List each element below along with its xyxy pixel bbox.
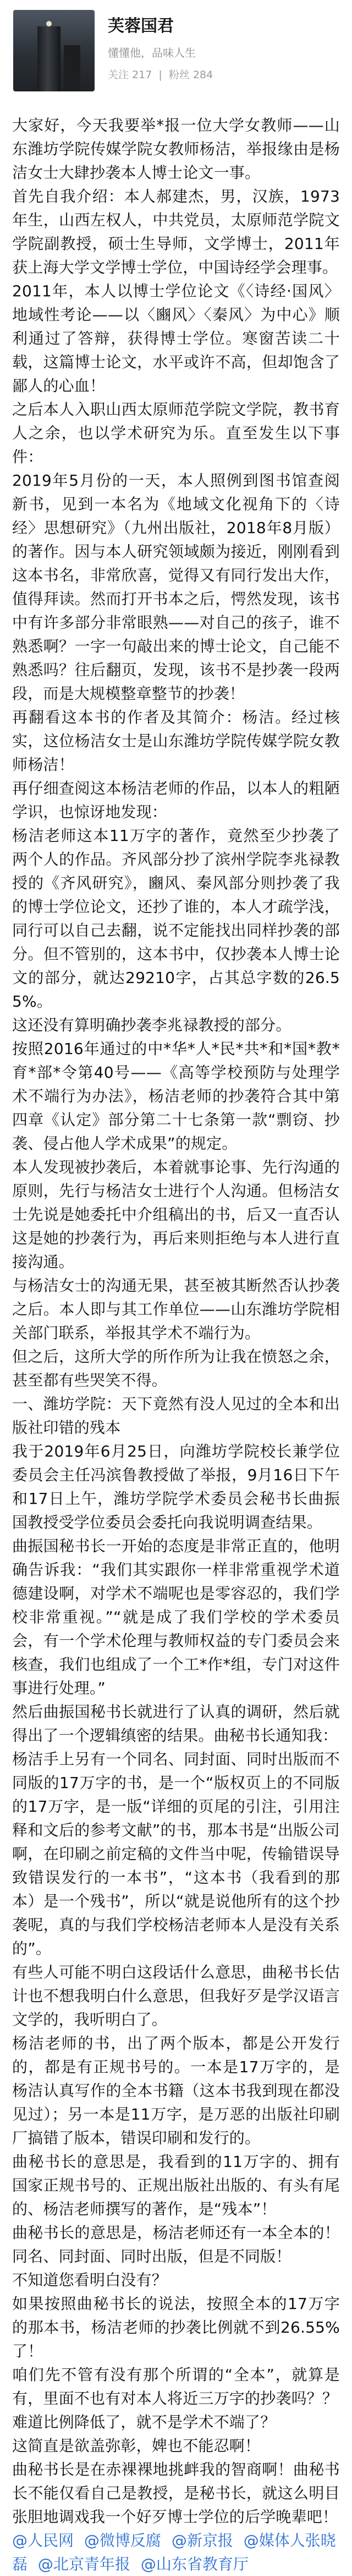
paragraph: 与杨洁女士的沟通无果，甚至被其断然否认抄袭之后。本人即与其工作单位——山东潍坊学院相关部门联系，举报其学术不端行为。 — [12, 1276, 340, 1342]
fans-count[interactable]: 284 — [193, 69, 213, 81]
paragraph: 2019年5月份的一天，本人照例到图书馆查阅新书，见到一本名为《地域文化视角下的〈诗经〉思想研究》（九州出版社，2018年8月版）的著作。因与本人研究领域颇为接近，刚刚看到这本书名，非常欣喜，觉得又有同行发出大作，值得拜读。然而打开书本之后，愕然发现，该书中有许多部分非常眼熟——对自己的孩子，谁不熟悉啊？一字一句敲出来的博士论文，自己能不熟悉吗？往后翻页，发现，该书不是抄袭一段两段，而是大规模整章整节的抄袭！ — [12, 471, 340, 703]
paragraph: 咱们先不管有没有那个所谓的“全本”，就算是有，里面不也有对本人将近三万字的抄袭吗？？ — [12, 2366, 340, 2407]
mention-tag[interactable]: @微博反腐 — [84, 2531, 161, 2550]
mention-tags — [0, 2529, 352, 2576]
paragraph: 我于2019年6月25日，向潍坊学院校长兼学位委员会主任冯滨鲁教授做了举报，9月16日下午和17日上午，潍坊学院学术委员会秘书长曲振国教授受学位委员会委托向我说明调查结果。 — [12, 1442, 340, 1531]
paragraph: 有些人可能不明白这段话什么意思，曲秘书长估计也不想我明白什么意思，但我好歹是学汉语言文学的，我听明白了。 — [12, 1963, 340, 2029]
stats-divider: | — [158, 69, 162, 81]
paragraph: 杨洁老师这本11万字的著作，竟然至少抄袭了两个人的作品。齐风部分抄了滨州学院李兆禄教授的《齐风研究》，豳风、秦风部分则抄袭了我的博士学位论文，还抄了谁的，本人才疏学浅，同行可以自己去翻，说不定能找出同样抄袭的部分。但不管别的，这本书中，仅抄袭本人博士论文的部分，就达29210字，占其总字数的26.55%。 — [12, 827, 340, 1010]
avatar-light-shape — [46, 21, 52, 26]
paragraph: 本人发现被抄袭后，本着就事论事、先行沟通的原则，先行与杨洁女士进行个人沟通。但杨洁女士先说是她委托中介组稿出的书，后又一直否认这是她的抄袭行为，再后来则拒绝与本人进行直接沟通。 — [12, 1158, 340, 1271]
paragraph: 再翻看这本书的作者及其简介：杨洁。经过核实，这位杨洁女士是山东潍坊学院传媒学院女教师杨洁！ — [12, 708, 340, 774]
paragraph: 然后曲振国秘书长就进行了认真的调研，然后就得出了一个逻辑缜密的结果。曲秘书长通知我： — [12, 1703, 340, 1744]
paragraph: 不知道您看明白没有？ — [12, 2271, 168, 2289]
paragraph: 曲秘书长是在赤裸裸地挑衅我的智商啊！曲秘书长不能仅看自己是教授，是秘书长，就这么明目张胆地调戏我一个好歹博士学位的后学晚辈吧！ — [12, 2460, 340, 2526]
user-tagline: 懂懂他，品味人生 — [108, 46, 196, 59]
paragraph: 曲秘书长的意思是，杨洁老师还有一本全本的！同名、同封面、同时出版，但是不同版！ — [12, 2224, 340, 2265]
paragraph: 按照2016年通过的中*华*人*民*共*和*国*教*育*部*令第40号——《高等学校预防与处理学术不端行为办法》，杨洁老师的抄袭符合其中第四章《认定》部分第二十七条第一款“剽窃、抄袭、侵占他人学术成果”的规定。 — [12, 1040, 340, 1153]
mention-tag[interactable]: @山东省教育厅 — [140, 2555, 249, 2573]
follow-count[interactable]: 217 — [132, 69, 152, 81]
paragraph: 这简直是欲盖弥彰，婢也不能忍啊！ — [12, 2437, 261, 2455]
user-stats — [108, 67, 213, 81]
paragraph: 首先自我介绍：本人郝建杰，男，汉族，1973年生，山西左权人，中共党员，太原师范学院文学院副教授，硕士生导师，文学博士，2011年获上海大学文学博士学位，中国诗经学会理事。 — [12, 187, 340, 276]
fans-label: 粉丝 — [168, 69, 190, 81]
paragraph: 2011年，本人以博士学位论文《〈诗经·国风〉地域性考论——以〈豳风〉〈秦风〉为中心》顺利通过了答辩，获得博士学位。寒窗苦读二十载，这篇博士论文，水平或许不高，但却饱含了鄙人的心血！ — [12, 282, 340, 395]
follow-label: 关注 — [108, 69, 129, 81]
avatar-tower-shape — [37, 26, 61, 91]
avatar-building-shape — [64, 45, 80, 91]
section-heading: 一、潍坊学院：天下竟然有没人见过的全本和出版社印错的残本 — [12, 1395, 340, 1437]
paragraph: 大家好，今天我要举*报一位大学女教师——山东潍坊学院传媒学院女教师杨洁，举报缘由是杨洁女士大肆抄袭本人博士论文一事。 — [12, 116, 340, 182]
mention-tag[interactable]: @媒体人张晓磊 — [12, 2531, 336, 2573]
user-name[interactable]: 芙蓉国君 — [108, 17, 174, 36]
paragraph: 难道比例降低了，就不是学术不端了？ — [12, 2413, 276, 2431]
paragraph: 曲振国秘书长一开始的态度是非常正直的，他明确告诉我：“我们其实跟你一样非常重视学术道德建设啊，对学术不端呢也是零容忍的，我们学校非常重视。”“就是成了我们学校的学术委员会，有一个学术伦理与教师权益的专门委员会来核查，我们也组成了一个工*作*组，专门对这件事进行处理。” — [12, 1537, 340, 1697]
mention-tag[interactable]: @北京青年报 — [37, 2555, 130, 2573]
paragraph: 再仔细查阅这本杨洁老师的作品，以本人的粗陋学识，也惊讶地发现： — [12, 779, 340, 821]
user-avatar[interactable] — [13, 10, 95, 91]
mention-tag[interactable]: @新京报 — [171, 2531, 233, 2550]
paragraph: 如果按照曲秘书长的说法，按照全本的17万字的那本书，杨洁老师的抄袭比例就不到26.55%了！ — [12, 2295, 340, 2360]
profile-info — [108, 10, 213, 81]
mention-tag[interactable]: @人民网 — [12, 2531, 74, 2550]
post-body — [0, 110, 352, 2529]
paragraph: 但之后，这所大学的所作所为让我在愤怒之余，甚至都有些哭笑不得。 — [12, 1347, 340, 1389]
paragraph: 杨洁手上另有一个同名、同封面、同时出版而不同版的17万字的书，是一个“版权页上的不同版的17万字，是一版“详细的页尾的引注，引用注释和文后的参考文献”的书，那本书是“出版公司啊，在印刷之前定稿的文件当中呢，传输错误导致错误发行的一本书”，“这本书（我看到的那本）是一个残书”，所以“就是说他所有的这个抄袭呢，真的与我们学校杨洁老师本人是没有关系的”。 — [12, 1750, 340, 1958]
paragraph: 这还没有算明确抄袭李兆禄教授的部分。 — [12, 1016, 292, 1034]
paragraph: 曲秘书长的意思是，我看到的11万字的、拥有国家正规书号的、正规出版社出版的、有头有尾的、杨洁老师撰写的著作，是“残本”！ — [12, 2153, 340, 2218]
paragraph: 之后本人入职山西太原师范学院文学院，教书育人之余，也以学术研究为乐。直至发生以下事件： — [12, 400, 340, 466]
user-name-row — [108, 12, 213, 36]
profile-header — [0, 0, 352, 110]
paragraph: 杨洁老师的书，出了两个版本，都是公开发行的，都是有正规书号的。一本是17万字的，是杨洁认真写作的全本书籍（这本书我到现在都没见过）；另一本是11万字，是万恶的出版社印刷厂搞错了版本，错误印刷和发行的。 — [12, 2034, 340, 2147]
